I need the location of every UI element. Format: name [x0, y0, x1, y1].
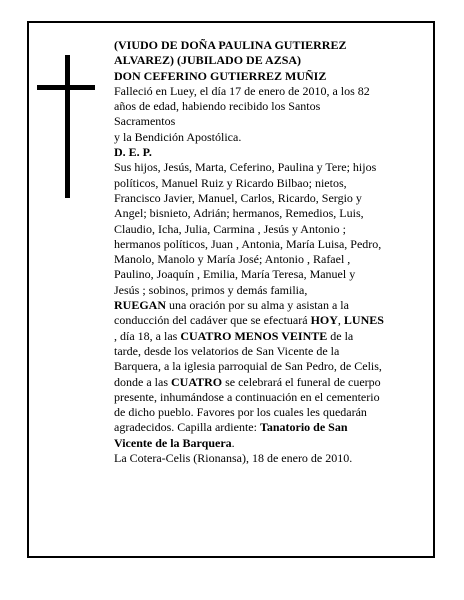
obituary-text: [114, 38, 426, 466]
request-line: donde a las CUATRO se celebrará el funeral de cuerpo: [114, 374, 381, 389]
family-line: Jesús ; sobinos, primos y demás familia,: [114, 282, 308, 297]
death-line: años de edad, habiendo recibido los Santos: [114, 99, 321, 114]
family-line: Manolo, Manolo y María José; Antonio , Rafael ,: [114, 252, 351, 267]
request-line: tarde, desde los velatorios de San Vicente de la: [114, 343, 340, 358]
request-line: Barquera, a la iglesia parroquial de San Pedro, de Celis,: [114, 359, 382, 374]
heading-line: (VIUDO DE DOÑA PAULINA GUTIERREZ: [114, 38, 347, 52]
request-line: presente, inhumándose a continuación en el cementerio: [114, 389, 380, 404]
family-line: Francisco Javier, Manuel, Carlos, Ricardo, Sergio y: [114, 190, 362, 205]
request-line: , día 18, a las CUATRO MENOS VEINTE de la: [114, 328, 354, 343]
family-line: Sus hijos, Jesús, Marta, Ceferino, Paulina y Tere; hijos: [114, 160, 377, 175]
cross-icon: [65, 55, 70, 198]
heading-line: ALVAREZ) (JUBILADO DE AZSA): [114, 53, 302, 68]
request-line: Vicente de la Barquera.: [114, 435, 235, 450]
request-line: conducción del cadáver que se efectuará HOY, LUNES: [114, 313, 384, 328]
dep-label: D. E. P.: [114, 145, 152, 160]
death-line: Sacramentos: [114, 114, 176, 129]
family-line: políticos, Manuel Ruiz y Ricardo Bilbao; nietos,: [114, 175, 347, 190]
death-line: Falleció en Luey, el día 17 de enero de 2010, a los 82: [114, 83, 370, 98]
death-line: y la Bendición Apostólica.: [114, 129, 242, 144]
family-line: hermanos políticos, Juan , Antonia, María Luisa, Pedro,: [114, 236, 382, 251]
cross-icon-bar: [37, 85, 95, 90]
family-line: Angel; bisnieto, Adrián; hermanos, Remedios, Luis,: [114, 206, 364, 221]
family-line: Claudio, Icha, Julia, Carmina , Jesús y Antonio ;: [114, 221, 346, 236]
request-line: de dicho pueblo. Favores por los cuales les quedarán: [114, 405, 367, 420]
closing-line: La Cotera-Celis (Rionansa), 18 de enero de 2010.: [114, 451, 353, 466]
family-line: Paulino, Joaquín , Emilia, María Teresa, Manuel y: [114, 267, 356, 282]
request-line: agradecidos. Capilla ardiente: Tanatorio de San: [114, 420, 348, 435]
request-line: RUEGAN una oración por su alma y asistan a la: [114, 298, 349, 313]
deceased-name: DON CEFERINO GUTIERREZ MUÑIZ: [114, 68, 327, 83]
